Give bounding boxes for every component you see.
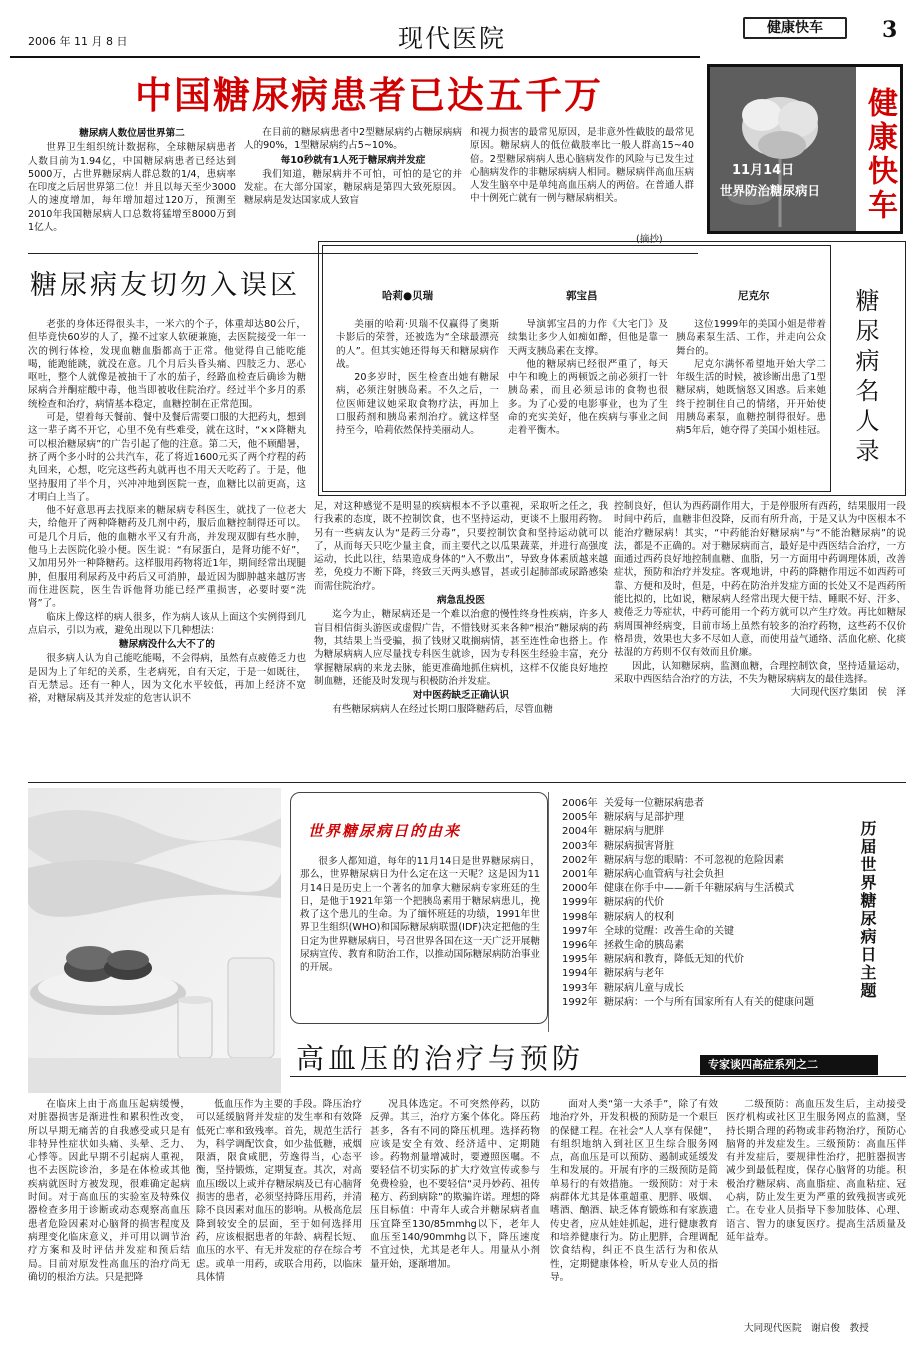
theme-year: 1999年: [562, 897, 598, 909]
article2-series-tag: [700, 1055, 878, 1075]
theme-text: 糖尿病儿童与成长: [604, 982, 684, 994]
paragraph: 大同现代医疗集团 侯 泽: [790, 687, 906, 699]
banner-caption-date: 11月14日: [732, 163, 795, 178]
theme-year: 1994年: [562, 968, 598, 980]
celeb-text: 尼克尔满怀希望地开始大学二年级生活的时候，被诊断出患了1型糖尿病，她既恼怒又困惑。后来她终于控制住自己的情绪，开开始使用胰岛素泵，血糖控制得很好。患病5年后，她夺得了美国小姐桂冠。: [676, 358, 826, 437]
theme-text: 糖尿病与您的眼睛：不可忽视的危险因素: [604, 854, 784, 866]
lead-headline: 中国糖尿病患者已达五千万: [135, 74, 603, 117]
article2-rule: [290, 1076, 906, 1077]
celebs-col-1: [336, 318, 499, 476]
lead-byline: (摘抄): [636, 234, 663, 245]
theme-row: [562, 882, 794, 896]
celeb-text: 20多岁时，医生检查出她有糖尿病，必须注射胰岛素。不久之后，一位医师建议她采取食物疗法，再加上口服药剂和胰岛素剂治疗。就这样坚持至今，哈莉依然保持美丽动人。: [336, 372, 499, 437]
banner-red-panel: [856, 67, 900, 231]
lead-col-2: [244, 126, 462, 248]
article2-col-2: [196, 1098, 362, 1338]
banner-caption-text: 世界防治糖尿病日: [720, 183, 821, 198]
paragraph: 老张的身体还得很头丰，一米六的个子，体重却达80公斤，但毕竟快60岁的人了，操不过家人软硬兼施，去医院接受一年一次的例行体检，发现血糖血脂都高于正常。他觉得自己能吃能喝，能跑能跳，就没在意。几个月后头昏头痛、四肢乏力、恶心呕吐，整个人就像是被抽干了水的茄子，经路血检查后确诊为糖尿病合并酮症酸中毒，他当即被收住院治疗。经过半个多月的系统检查和治疗，病情基本稳定，血糖控制在正常范围。: [28, 319, 306, 410]
theme-text: 全球的觉醒：改善生命的关键: [604, 925, 734, 937]
breakfast-photo: [28, 788, 281, 1093]
subheading: 病急乱投医: [437, 595, 485, 607]
theme-year: 1993年: [562, 982, 598, 994]
paragraph: 临床上像这样的病人很多，作为病人该从上面这个实例得到几点启示，引以为戒，避免出现以下几种想法：: [28, 611, 306, 636]
banner-box: [707, 64, 903, 234]
paragraph: 迄今为止，糖尿病还是一个难以治愈的慢性终身性疾病，许多人盲目相信街头游医或虚假广告，不惜钱财买来各种“根治”糖尿病的药物，其结果上当受骗，损了钱财又耽搁病情，甚至连性命也搭上。作为糖尿病病人应尽量找专科医生就诊，因为专科医生经验丰富，充分掌握糖尿病的来龙去脉，能更准确地抓住病机，这样不仅能良好地控制血糖，还能及时发现与积极防治并发症。: [314, 609, 608, 687]
series-tag-text: 专家谈四高症系列之二: [708, 1058, 818, 1071]
section-tab: [743, 17, 847, 39]
article2-paragraph: 况具体选定。不可突然停药，以防反弹。其三，治疗方案个体化。降压药甚多，各有不同的降压机理。选择药物应该是安全有效、经济适中、定期随诊。药物剂量增减时，要遵照医嘱。不要轻信不切实际的扩大疗效宣传或参与免费检验，也不要轻信“灵丹妙药、祖传秘方、药到病除”的欺骗许诺。理想的降压目标值：中青年人或合并糖尿病者血压宜降至130/85mmhg以下，老年人血压至140/90mmhg以下，降压速度不宜过快，尤其是老年人。用量从小剂量开始，逐渐增加。: [370, 1099, 540, 1270]
theme-text: 健康在你手中——新千年糖尿病与生活模式: [604, 883, 794, 895]
article2-paragraph: 面对人类“第一大杀手”，除了有效地治疗外，开发积极的预防是一个艰巨的保健工程。在社会“人人享有保健”，有组织地纳入到社区卫生综合服务网点，高血压是可以预防、遏制或延缓发生和发展的。开展有序的三级预防是简单易行的有效措施。一级预防：对于未病群体尤其是体重超重、肥胖、吸烟、嗜酒、酗酒、缺乏体育锻炼和有家族遗传史者，应从娃娃抓起，进行健康教育和培养健康行为。防止肥胖，合理调配饮食结构，纠正不良生活行为和依从性，定期健康体检，听从专业人员的指导。: [550, 1099, 718, 1283]
theme-row: [562, 854, 784, 868]
theme-row: [562, 896, 664, 910]
subheading: 糖尿病没什么大不了的: [119, 639, 215, 651]
article2-paragraph: 在临床上由于高血压起病缓慢，对脏器损害是渐进性和累积性改变，所以早期无痛苦的自我感受或只是有非特异性症状如头痛、头晕、乏力、心悸等。因此早期不引起病人重视，也不去医院诊治，多是在体检或其他疾病就医时方被发现，很难确定起病时间。对于高血压的实验室及特殊仪器检查多用于诊断或动态观察高血压患者危险因素对心脑肾的损害程度及病理变化临床意义，并可用以调节治疗方案和及时评估并发症和预后结局。目前对原发性高血压的治疗尚无确切的根治方法。只是把降: [28, 1099, 190, 1283]
paragraph: 可是，望着每天餐前、餐中及餐后需要口服的大把药丸，想到这一辈子离不开它，心里不免有些难受，就在这时，“××降糖丸可以根治糖尿病”的广告引起了他的注意。第二天，他不顾醋暑，挤了两个多小时的公共汽车，花了将近1600元买了两个疗程的药丸回来，心想，吃完这些药丸就再也不用天天吃药了。于是，他坚持服用了半个月，兴冲冲地到医院一查，血糖比以前更高，这才明白上当了。: [28, 412, 306, 503]
theme-year: 1995年: [562, 954, 598, 966]
theme-text: 糖尿病和教育，降低无知的代价: [604, 954, 744, 966]
paragraph: 因此，认知糖尿病，监测血糖，合理控制饮食，坚持适量运动，采取中西医结合治疗的方法，不失为糖尿病病友的最佳选择。: [614, 660, 906, 685]
theme-text: 糖尿病的代价: [604, 897, 664, 909]
theme-row: [562, 868, 724, 882]
celeb-text: 美丽的哈莉·贝瑞不仅赢得了奥斯卡影后的荣誉，还被选为“全球最漂亮的人”。但其实她还得每天和糖尿病作战。: [336, 319, 499, 370]
paragraph: 控制良好，但认为西药副作用大，于是停服所有西药，结果服用一段时间中药后，血糖非但没降，反而有所升高，于是又认为中医根本不能治疗糖尿病！其实，“中药能治好糖尿病”与“不能治糖尿病”的说法，都是不正确的。对于糖尿病而言，最好是中西医结合治疗，一方面通过西药良好地控制血糖、血脂，另一方面用中药调理体质，改善症状，预防和治疗并发症。客观地讲，中药的降糖作用远不如西药可靠、方便和及时，但是，中药在防治并发症方面的长处又不是西药所能比拟的，比如说，糖尿病人经常出现大便干结、睡眠不好、汗多、疲倦乏力等症状，中药可能用一个药方就可以产生疗效。再比如糖尿病周围神经病变，目前市场上虽然有较多的治疗药物，这些药不仅价格昂贵，效果也大多不尽如人意，而使用益气通络、活血化瘀、化痰祛湿的方药则不仅有效而且价廉。: [614, 501, 906, 659]
theme-row: [562, 911, 674, 925]
theme-row: [562, 925, 734, 939]
photo-svg: [28, 788, 281, 1093]
page-number: 3: [882, 17, 898, 43]
masthead: 现代医院: [398, 24, 507, 53]
celebs-name-2: 郭宝昌: [566, 290, 598, 302]
article2-col-3: [370, 1098, 540, 1338]
header-rule: [10, 56, 700, 58]
celeb-text: 导演郭宝昌的力作《大宅门》及续集让多少人如痴如醉，但他是靠一天两支胰岛素在支撑。: [508, 319, 668, 357]
theme-year: 1997年: [562, 925, 598, 937]
theme-text: 糖尿病：一个与所有国家所有人有关的健康问题: [604, 996, 814, 1008]
paragraph: 我们知道，糖尿病并不可怕，可怕的是它的并发症。在大部分国家，糖尿病是第四大致死原因。糖尿病是发达国家成人致盲: [244, 168, 462, 207]
celeb-text: 这位1999年的美国小姐是带着胰岛素泵生活、工作，并走向公众舞台的。: [676, 319, 826, 357]
theme-row: [562, 811, 684, 825]
subheading: 糖尿病人数位居世界第二: [79, 128, 185, 139]
theme-row: [562, 939, 684, 953]
lead-col-1: [28, 126, 236, 248]
article2-paragraph: 低血压作为主要的手段。降压治疗可以延缓脑肾并发症的发生率和有效降低死亡率和致残率。首先，规范生活行为，科学调配饮食，如少盐低糖，戒烟限酒，限食咸肥，劳逸得当，心态平衡，坚持锻炼，定期复查。其次，对高血压Ⅰ级以上或并存糖尿病及已有心脑肾损害的患者，必须坚持降压用药，并清除不良因素对血压的影响。从极高危层降到较安全的层面，至于如何选择用药，应该根据患者的年龄、病程长短、血压的水平、有无并发症的存在综合考虑。或单一用药，或联合用药，以临床具体情: [196, 1099, 362, 1283]
article1-col-1: [28, 318, 306, 778]
article1-bottom-rule: [28, 782, 906, 783]
diabetes-day-title: 世界糖尿病日的由来: [308, 822, 462, 840]
article2-paragraph: 二级预防：高血压发生后，主动接受医疗机构或社区卫生服务网点的监测，坚持长期合理的药物或非药物治疗，预防心脑肾的并发症发生。三级预防：高血压伴有并发症后，要规律性治疗，把脏器损害减少到最低程度，保存心脑肾的功能。积极治疗糖尿病、高血脂症、高血粘症、冠心病，防止发生更为严重的致残损害或死亡。在专业人员指导下参加肢体、心理、语言、智力的康复医疗。提高生活质量及延年益寿。: [726, 1099, 906, 1243]
paragraph: 很多病人认为自己能吃能喝，不会得病，虽然有点疲倦乏力也是因为上了年纪的关系，生老病死，自有天定，于是一如既往，百无禁忌。还有一种人，因为文化水平较低，再加上经济不宽裕，对糖尿病及其并发症的危害认识不: [28, 653, 306, 705]
celebs-side-title: 糖尿病名人录: [851, 288, 879, 468]
theme-text: 糖尿病与肥胖: [604, 826, 664, 838]
subheading: 对中医药缺乏正确认识: [413, 690, 509, 702]
theme-row: [562, 797, 704, 811]
diabetes-day-text: [300, 855, 540, 1015]
theme-row: [562, 967, 664, 981]
theme-row: [562, 840, 674, 854]
article1-col-3: [614, 500, 906, 778]
celebs-name-1: 哈莉●贝瑞: [382, 290, 434, 302]
article2-col-1: [28, 1098, 190, 1338]
theme-year: 2004年: [562, 826, 598, 838]
theme-text: 糖尿病人的权利: [604, 911, 674, 923]
lead-col-3: [470, 126, 694, 248]
banner-title: 健康快车: [862, 87, 897, 223]
article2-col-4: [550, 1098, 718, 1338]
article2-col-5: [726, 1098, 906, 1320]
theme-year: 2002年: [562, 854, 598, 866]
themes-divider: [548, 792, 549, 1032]
celebs-col-3: [676, 318, 826, 476]
theme-year: 2001年: [562, 869, 598, 880]
theme-year: 1992年: [562, 996, 598, 1008]
theme-year: 2003年: [562, 840, 598, 852]
theme-row: [562, 996, 814, 1010]
theme-text: 糖尿病损害肾脏: [604, 840, 674, 852]
theme-text: 糖尿病与老年: [604, 968, 664, 980]
theme-text: 糖尿病心血管病与社会负担: [604, 869, 724, 880]
article1-col-2: [314, 500, 608, 778]
flower-photo: [710, 67, 856, 231]
theme-text: 糖尿病与足部护理: [604, 812, 684, 824]
themes-side-title: 历届世界糖尿病日主题: [858, 820, 877, 1000]
celeb-text: 他的糖尿病已经很严重了，每天中午和晚上的两顿饭之前必须打一针胰岛素，而且必须忌讳的食物也很多。为了心爱的电影事业，也为了生命的充实美好，他在疾病与事业之间走着平衡木。: [508, 358, 668, 437]
article2-byline: 大同现代医院 谢启俊 教授: [744, 1323, 869, 1334]
celebs-name-3: 尼克尔: [738, 290, 770, 302]
paragraph: 有些糖尿病病人在经过长期口服降糖药后，尽管血糖: [332, 704, 553, 716]
header-date: 2006 年 11 月 8 日: [28, 35, 128, 48]
theme-year: 1998年: [562, 911, 598, 923]
theme-year: 2005年: [562, 812, 598, 824]
paragraph: 足，对这种感觉不是明显的疾病根本不予以重视，采取听之任之，我行我素的态度，既不控制饮食，也不坚持运动，更谈不上服用药物。另有一些病友认为“是药三分毒”，只要控制饮食和坚持运动就可以了，从而每天只吃少量主食，而主要代之以瓜果蔬菜，并进行高强度运动，长此以往，结果造成身体的“入不敷出”，导致身体素质越来越差，免疫力不断下降，终致三天两头感冒，甚或引起肺部或尿路感染而需住院治疗。: [314, 501, 608, 592]
theme-text: 拯救生命的胰岛素: [604, 940, 684, 951]
article1-headline: 糖尿病友切勿入误区: [30, 270, 300, 301]
paragraph: 他不好意思再去找原来的糖尿病专科医生，就找了一位老大夫，给他开了两种降糖药及几剂中药，服后血糖控制得还可以。可是几个月后，他的血糖水平又有升高，并发现双脚有些水肿，他马上去医院化验小便。医生说：“有尿蛋白，是肾功能不好”，又加用另外一种降糖药。这样服用药物将近1年，期间经常出现腿肿，但服用利尿药及中药后又可消肿，最近因为脚肿越来越厉害而住进医院，医生告诉他肾功能已经严重损害，必要时要“洗肾”了。: [28, 505, 306, 610]
celebs-col-2: [508, 318, 668, 476]
subheading: 每10秒就有1人死于糖尿病并发症: [280, 154, 426, 166]
theme-year: 1996年: [562, 940, 598, 951]
diabetes-day-paragraph: 很多人都知道，每年的11月14日是世界糖尿病日，那么，世界糖尿病日为什么定在这一天呢？这是因为11月14日是历史上一个著名的加拿大糖尿病专家班廷的生日，是他于1921年第一个把胰岛素用于糖尿病患儿，挽救了这个患儿的生命。为了缅怀班廷的功绩，1991年世界卫生组织(WHO)和国际糖尿病联盟(IDF)决定把他的生日定为世界糖尿病日，号召世界各国在这一天广泛开展糖尿病宣传、教育和防治工作，以推动国际糖尿病防治事业的开展。: [300, 856, 540, 974]
theme-row: [562, 953, 744, 967]
theme-text: 关爱每一位糖尿病患者: [604, 798, 704, 809]
paragraph: 在目前的糖尿病患者中2型糖尿病约占糖尿病病人的90%，1型糖尿病约占5~10%。: [244, 127, 462, 152]
article2-headline: 高血压的治疗与预防: [296, 1042, 585, 1075]
theme-row: [562, 982, 684, 996]
theme-year: 2006年: [562, 798, 598, 809]
paragraph: 世界卫生组织统计数据称，全球糖尿病患者人数目前为1.94亿，中国糖尿病患者已经达到5000万，占世界糖尿病人群总数的1/4，患病率在印度之后居世界第二位！并且以每天至少3000人的速度增加，每年增加超过120万，预测至2010年我国糖尿病人口总数将猛增至8000万到1亿人。: [28, 142, 236, 234]
theme-row: [562, 825, 664, 839]
theme-year: 2000年: [562, 883, 598, 895]
section-name: 健康快车: [767, 20, 823, 36]
paragraph: 和视力损害的最常见原因，是非意外性截肢的最常见原因。糖尿病人的低位截肢率比一般人群高15~40倍。2型糖尿病病人患心脑病发作的风险与已发生过心脑病发作的非糖尿病病人相同。糖尿病伴高血压病人发生脑卒中是单纯高血压病人的两倍。在普通人群中十例死亡就有一例与糖尿病相关。: [470, 127, 694, 205]
